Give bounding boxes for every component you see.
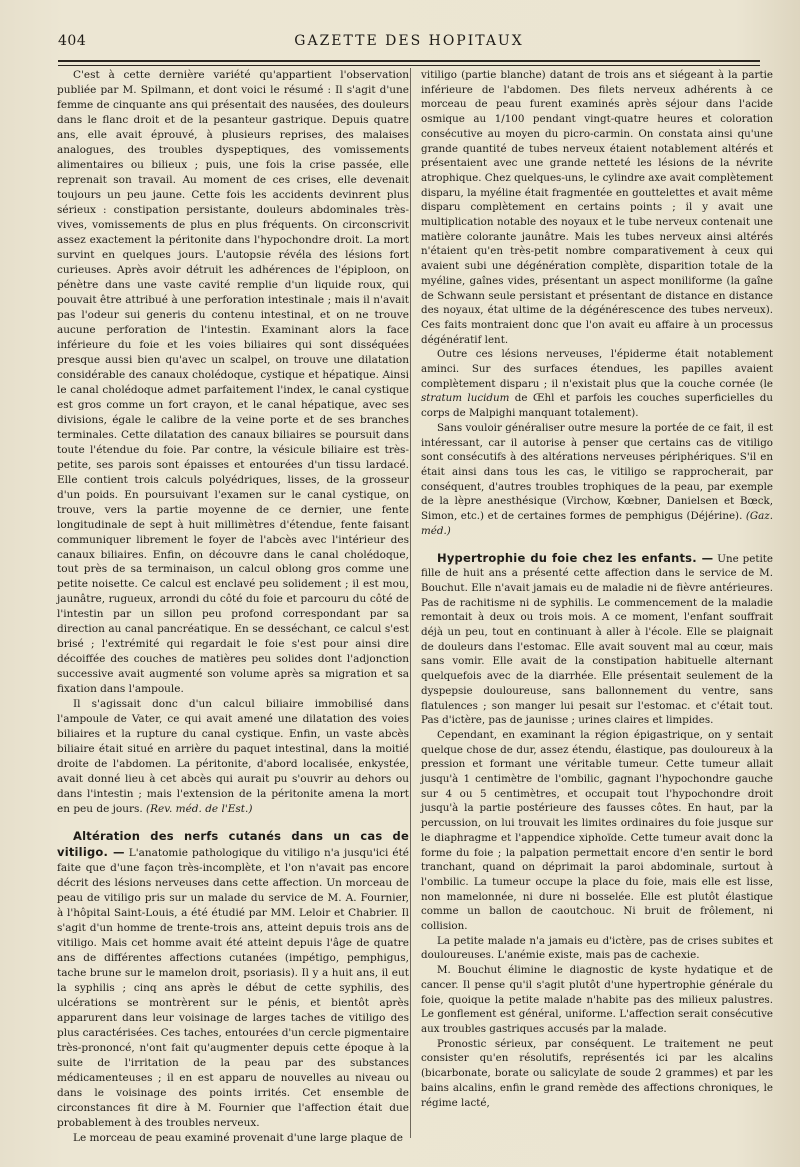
article-paragraph (57, 697, 409, 817)
paragraph-text: Une petite fille de huit ans a présenté cette affection dans le service de M. Bouchut. Elle n'avait jamais eu de maladie ni de fièvre antérieures. Pas de rachitisme ni de syphilis. Le commencement de la maladie remontait à deux ou trois mois. A ce moment, l'enfant souffrait déjà un peu, tout en continuant à aller à l'école. Elle se plaignait de douleurs dans l'estomac. Elle avait souvent mal au cœur, mais sans vomir. Elle avait de la constipation habituelle alternant quelquefois avec de la diarrhée. Elle présentait seulement de la dyspepsie douloureuse, sans ballonnement du ventre, sans flatulences ; son manger lui pesait sur l'estomac. et c'était tout. Pas d'ictère, pas de jaunisse ; urines claires et limpides. (421, 552, 773, 727)
article-paragraph (421, 347, 773, 421)
journal-title: GAZETTE DES HOPITAUX (294, 33, 524, 49)
header-rule (58, 60, 760, 66)
article-paragraph: vitiligo (partie blanche) datant de trois ans et siégeant à la partie inférieure de l'abdomen. Des filets nerveux adhérents à ce morceau de peau furent examinés après séjour dans l'acide osmique au 1/100 pendant vingt-quatre heures et coloration consécutive au moyen du picro-carmin. On constata ainsi qu'une grande quantité de tubes nerveux étaient notablement altérés et présentaient avec une grande netteté les lésions de la névrite atrophique. Chez quelques-uns, le cylindre axe avait complètement disparu, la myéline était fragmentée en gouttelettes et avait même disparu complètement en certains points ; il y avait une multiplication notable des noyaux et le tube nerveux contenait une matière colorante jaunâtre. Mais les tubes nerveux ainsi altérés n'étaient qu'en très-petit nombre comparativement à ceux qui avaient subi une dégénération complète, disparition totale de la myéline, gaînes vides, présentant un aspect moniliforme (la gaîne de Schwann seule persistant et présentant de distance en distance des noyaux, état ultime de la dégénérescence des tubes nerveux). Ces faits montraient donc que l'on avait eu affaire à un processus dégénératif lent. (421, 69, 773, 346)
source-citation: (Gaz. méd.) (421, 510, 773, 537)
article-paragraph: Cependant, en examinant la région épigastrique, on y sentait quelque chose de dur, assez étendu, élastique, pas douloureux à la pression et formant une véritable tumeur. Cette tumeur allait jusqu'à 1 centimètre de l'ombilic, gagnant l'hypochondre gauche sur 4 ou 5 centimètres, et occupait tout l'hypochondre droit jusqu'à la partie postérieure des fausses côtes. En haut, par la percussion, on lui trouvait les limites ordinaires du foie jusque sur le diaphragme et l'appendice xiphoïde. Cette tumeur avait donc la forme du foie ; la palpation permettait encore d'en sentir le bord tranchant, quand on déprimait la paroi abdominale, surtout à l'ombilic. La tumeur occupe la place du foie, mais elle est lisse, non mamelonnée, ni dure ni bosselée. Elle est plutôt élastique comme un ballon de caoutchouc. Ni bruit de frôlement, ni collision. (421, 728, 773, 933)
paragraph-text: L'anatomie pathologique du vitiligo n'a jusqu'ici été faite que d'une façon très-incomplète, et l'on n'avait pas encore décrit des lésions nerveuses dans cette affection. Un morceau de peau de vitiligo pris sur un malade du service de M. A. Fournier, à l'hôpital Saint-Louis, a été étudié par MM. Leloir et Chabrier. Il s'agit d'un homme de trente-trois ans, atteint depuis trois ans de vitiligo. Mais cet homme avait été atteint depuis l'âge de quatre ans de différentes affections cutanées (impétigo, pemphigus, tache brune sur le mamelon droit, psoriasis). Il y a huit ans, il eut la syphilis ; cinq ans après le début de cette syphilis, des ulcérations se montrèrent sur le pénis, et bientôt après apparurent dans leur voisinage de larges taches de vitiligo des plus caractérisées. Ces taches, entourées d'un cercle pigmentaire très-prononcé, n'ont fait qu'augmenter depuis cette époque à la suite de l'irritation de la peau par des substances médicamenteuses ; il en est apparu de nouvelles au niveau ou dans le voisinage des points irrités. Cet ensemble de circonstances fit dire à M. Fournier que l'affection était due probablement à des troubles nerveux. (57, 847, 410, 1129)
article-paragraph (421, 551, 773, 728)
column-divider (410, 68, 411, 1138)
article-paragraph: C'est à cette dernière variété qu'appartient l'observation publiée par M. Spilmann, et dont voici le résumé : Il s'agit d'une femme de cinquante ans qui présentait des nausées, des douleurs dans le flanc droit et de la pesanteur gastrique. Depuis quatre ans, elle avait éprouvé, à plusieurs reprises, des malaises analogues, des troubles dyspeptiques, des vomissements alimentaires ou bilieux ; puis, une fois la crise passée, elle reprenait son travail. Au moment de ces crises, elle devenait toujours un peu jaune. Cette fois les accidents devinrent plus sérieux : constipation persistante, douleurs abdominales très-vives, vomissements de plus en plus fréquents. On circonscrivit assez exactement la péritonite dans l'hypochondre droit. La mort survint en quelques jours. L'autopsie révéla des lésions fort curieuses. Après avoir détruit les adhérences de l'épiploon, on pénètre dans une vaste cavité remplie d'un liquide roux, qui pouvait être attribué à une perforation intestinale ; mais il n'avait pas l'odeur sui generis du contenu intestinal, et on ne trouve aucune perforation de l'intestin. Examinant alors la face inférieure du foie et les voies biliaires qui sont disséquées presque aussi bien qu'avec un scalpel, on trouve une dilatation considérable des canaux cholédoque, cystique et hépatique. Ainsi le canal cholédoque admet parfaitement l'index, le canal cystique est gros comme un fort crayon, et le canal hépatique, avec ses divisions, égale le calibre de la veine porte et de ses branches terminales. Cette dilatation des canaux biliaires se poursuit dans toute l'étendue du foie. Par contre, la vésicule biliaire est très-petite, ses parois sont épaisses et entourées d'un tissu lardacé. Elle contient trois calculs polyédriques, lisses, de la grosseur d'un poids. En poursuivant l'examen sur le canal cystique, on trouve, vers la partie moyenne de ce dernier, une fente longitudinale de sept à huit millimètres d'étendue, fente faisant communiquer librement le foyer de l'abcès avec l'intérieur des canaux biliaires. Enfin, on découvre dans le canal cholédoque, tout près de sa terminaison, un calcul oblong gros comme une petite noisette. Ce calcul est enclavé peu solidement ; il est mou, jaunâtre, rugueux, arrondi du côté du foie et parcouru du côté de l'intestin par un sillon peu profond correspondant par sa direction au canal pancréatique. En se desséchant, ce calcul s'est brisé ; l'extrémité qui regardait le foie s'est pour ainsi dire décoiffée des couches de matières peu solides dont l'adjonction successive avait augmenté son volume après sa migration et sa fixation dans l'ampoule. (57, 69, 409, 696)
article-paragraph: La petite malade n'a jamais eu d'ictère, pas de crises subites et douloureuses. L'anémie existe, mais pas de cachexie. (421, 934, 773, 962)
paragraph-text: Il s'agissait donc d'un calcul biliaire immobilisé dans l'ampoule de Vater, ce qui avait amené une dilatation des voies biliaires et la rupture du canal cystique. Enfin, un vaste abcès biliaire était situé en arrière du paquet intestinal, dans la moitié droite de l'abdomen. La péritonite, d'abord localisée, enkystée, avait donné lieu à cet abcès qui aurait pu s'ouvrir au dehors ou dans l'intestin ; mais l'extension de la péritonite amena la mort en peu de jours. (57, 698, 409, 816)
article-paragraph: Le morceau de peau examiné provenait d'une large plaque de (73, 1131, 403, 1144)
article-paragraph: Pronostic sérieux, par conséquent. Le traitement ne peut consister qu'en résolutifs, représentés ici par les alcalins (bicarbonate, borate ou salicylate de soude 2 grammes) et par les bains alcalins, enfin le grand remède des affections chroniques, le régime lacté, (421, 1037, 773, 1109)
source-citation: (Rev. méd. de l'Est.) (146, 803, 253, 816)
latin-term: stratum lucidum (421, 392, 510, 405)
paragraph-text: Outre ces lésions nerveuses, l'épiderme était notablement aminci. Sur des surfaces étendues, les papilles avaient complètement disparu ; il n'existait plus que la couche cornée (le (421, 348, 773, 390)
article-paragraph (57, 829, 409, 1131)
article-paragraph: M. Bouchut élimine le diagnostic de kyste hydatique et de cancer. Il pense qu'il s'agit plutôt d'une hypertrophie générale du foie, quoique la petite malade n'habite pas des milieux palustres. Le gonflement est général, uniforme. L'affection serait consécutive aux troubles gastriques accusés par la malade. (421, 964, 773, 1035)
right-column (421, 68, 773, 1110)
page-header (58, 33, 760, 55)
section-title: Altération des nerfs cutanés dans un cas de vitiligo. — (57, 829, 409, 860)
left-column (57, 68, 409, 1146)
section-title: Hypertrophie du foie chez les enfants. — (437, 550, 714, 565)
paragraph-text: de Œhl et parfois les couches superficielles du corps de Malpighi manquant totalement). (421, 392, 773, 420)
article-paragraph (421, 421, 773, 539)
page-number: 404 (58, 33, 87, 49)
paragraph-text: Sans vouloir généraliser outre mesure la portée de ce fait, il est intéressant, car il autorise à penser que certains cas de vitiligo sont consécutifs à des altérations nerveuses périphériques. S'il en était ainsi dans tous les cas, le vitiligo se rapprocherait, par conséquent, d'autres troubles trophiques de la peau, par exemple de la lèpre anesthésique (Virchow, Kœbner, Danielsen et Bœck, Simon, etc.) et de certaines formes de pemphigus (Déjérine). (421, 421, 773, 523)
